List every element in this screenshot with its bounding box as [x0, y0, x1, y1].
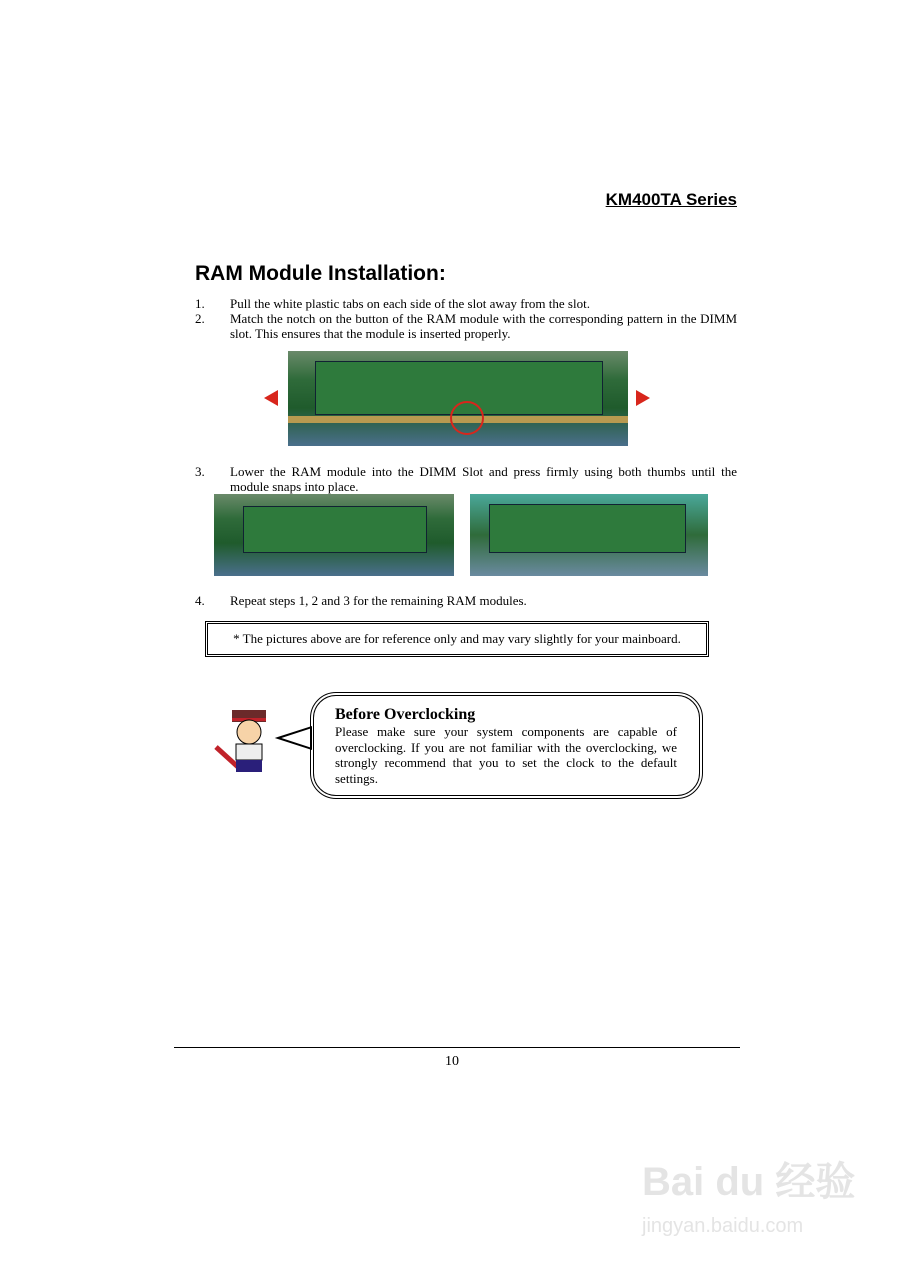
step-number: 2. [195, 311, 205, 326]
tip-title: Before Overclocking [335, 706, 476, 723]
step-number: 1. [195, 296, 205, 311]
step-2 [195, 311, 737, 341]
page-number: 10 [445, 1054, 459, 1069]
step-text: Lower the RAM module into the DIMM Slot and press firmly using both thumbs until the module snaps into place. [230, 464, 737, 494]
ram-installed-photo [470, 494, 708, 576]
ram-slot-photo [288, 351, 628, 446]
step-number: 4. [195, 593, 205, 608]
footer-rule [174, 1047, 740, 1048]
series-header: KM400TA Series [605, 190, 737, 209]
overclocking-tip [335, 706, 677, 786]
step-text: Repeat steps 1, 2 and 3 for the remaining RAM modules. [230, 593, 527, 608]
step-text: Pull the white plastic tabs on each side of the slot away from the slot. [230, 296, 590, 311]
baidu-watermark-logo: Bai du 经验 [642, 1160, 856, 1204]
reference-note: * The pictures above are for reference only and may vary slightly for your mainboard. [205, 621, 709, 657]
arrow-right-icon [636, 390, 650, 406]
arrow-left-icon [264, 390, 278, 406]
tip-text: Please make sure your system components are capable of overclocking. If you are not familiar with the overclocking, we strongly recommend that you to set the clock to the default settings. [335, 724, 677, 786]
baidu-watermark-url: jingyan.baidu.com [642, 1215, 804, 1237]
ram-insert-photo [214, 494, 454, 576]
step-4 [195, 593, 737, 608]
step-number: 3. [195, 464, 205, 479]
step-3 [195, 464, 737, 494]
step-1 [195, 296, 737, 311]
step-text: Match the notch on the button of the RAM module with the corresponding pattern in the DIMM slot. This ensures that the module is inserted properly. [230, 311, 737, 341]
section-title: RAM Module Installation: [195, 262, 446, 285]
police-mascot-icon [212, 705, 312, 777]
